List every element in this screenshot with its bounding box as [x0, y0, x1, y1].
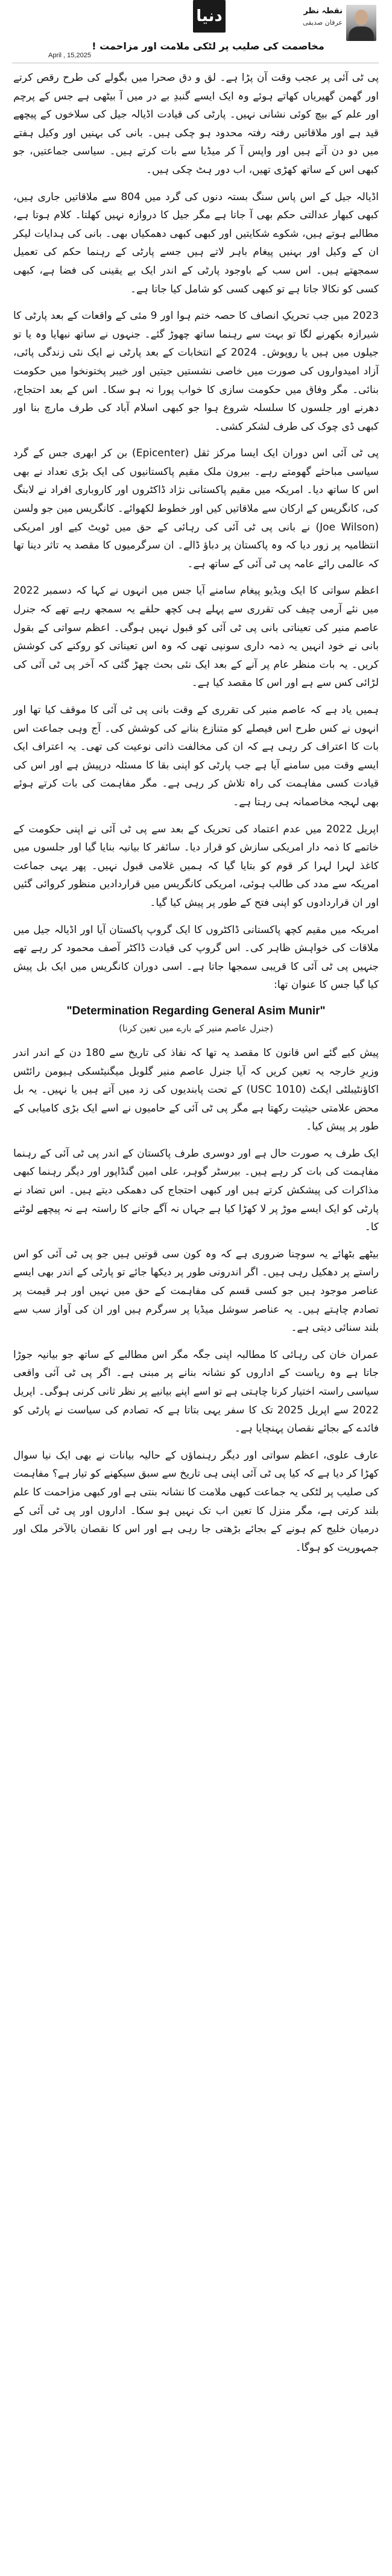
author-photo — [346, 5, 376, 41]
article-paragraph: ایک طرف یہ صورت حال ہے اور دوسری طرف پاکستان کے اندر پی ٹی آئی کے رہنما مفاہمت کی بات کر رہے ہیں۔ بیرسٹر گوہر، علی امین گنڈاپور اور دیگر رہنما کبھی مذاکرات کی پیشکش کرتے ہیں اور کبھی احتجاج کی دھمکی دیتے ہیں۔ اس تضاد نے پارٹی کو ایک ایسے موڑ پر لا کھڑا کیا ہے جہاں نہ آگے جانے کا راستہ ہے نہ پیچھے لوٹنے کا۔ — [13, 1147, 379, 1234]
article-paragraph: پی ٹی آئی پر عجب وقت آن پڑا ہے۔ لق و دق صحرا میں بگولے کی طرح رقص کرتے اور گھمن گھیریاں کھاتے ہوئے وہ ایک ایسے گنبدِ بے در میں آ بیٹھی ہے جس کے پرچم اور علم کے بیچ کوئی نشانی نہیں۔ پارٹی کی قیادت اڈیالہ جیل کی سلاخوں کے پیچھے قید ہے اور ملاقاتیں رفتہ رفتہ محدود ہو چکی ہیں۔ بانی کی بہنیں اور وکیل ہفتے میں دو دن آتے ہیں اور واپس آ کر میڈیا سے بات کرتے ہیں۔ سیاسی جماعتیں، جو کبھی اس کے ساتھ کھڑی تھیں، اب دور ہٹ چکی ہیں۔ — [13, 72, 379, 176]
author-name: نقطہ نظر — [303, 7, 343, 16]
article-paragraph: عمران خان کی رہائی کا مطالبہ اپنی جگہ مگر اس مطالبے کے ساتھ جو بیانیہ جوڑا جاتا ہے وہ ریاست کے اداروں کو نشانہ بنانے پر مبنی ہے۔ اگر پی ٹی آئی واقعی سیاسی راستہ اختیار کرنا چاہتی ہے تو اسے اپنے بیانیے پر نظر ثانی کرنی ہوگی۔ اپریل 2022 سے اپریل 2025 تک کا سفر یہی بتاتا ہے کہ تصادم کی سیاست نے پارٹی کو فائدے کے بجائے نقصان پہنچایا ہے۔ — [13, 1348, 379, 1435]
bill-title-english: "Determination Regarding General Asim Munir" — [66, 1004, 326, 1017]
author-photo-body — [349, 27, 374, 41]
article-paragraph: عارف علوی، اعظم سواتی اور دیگر رہنماؤں کے حالیہ بیانات نے بھی ایک نیا سوال کھڑا کر دیا ہے کہ کیا پی ٹی آئی اپنی ہی تاریخ سے سبق سیکھنے کو تیار ہے؟ مفاہمت کی صلیب پر لٹکی یہ جماعت کبھی ملامت کا نشانہ بنتی ہے اور کبھی مزاحمت کا علم بلند کرتی ہے، مگر منزل کا تعین اب تک نہیں ہو سکا۔ اداروں اور پی ٹی آئی کے درمیان خلیج کم ہونے کے بجائے بڑھتی جا رہی ہے اور اس کا نقصان بالآخر ملک اور جمہوریت کو ہوگا۔ — [13, 1449, 379, 1554]
article-paragraph: ہمیں یاد ہے کہ عاصم منیر کی تقرری کے وقت بانی پی ٹی آئی کا موقف کیا تھا اور انہوں نے کس طرح اس فیصلے کو متنازع بنانے کی کوشش کی۔ آج وہی جماعت اس بات کا اعتراف کر رہی ہے کہ ان کی مخالفت ذاتی نوعیت کی تھی۔ یہ اعتراف ایک ایسے وقت میں سامنے آیا ہے جب پارٹی کو اپنی بقا کا مسئلہ درپیش ہے اور اس کی قیادت کسی مفاہمت کی راہ تلاش کر رہی ہے۔ مگر مفاہمت کی بات کرتے ہوئے بھی لہجہ مخاصمانہ ہی رہتا ہے۔ — [13, 704, 379, 808]
article-paragraph: اعظم سواتی کا ایک ویڈیو پیغام سامنے آیا جس میں انہوں نے کہا کہ دسمبر 2022 میں نئے آرمی چیف کی تقرری سے پہلے ہی کچھ حلقے یہ سمجھ رہے تھے کہ جنرل عاصم منیر کی تعیناتی بانی پی ٹی آئی کو قبول نہیں ہوگی۔ اعظم سواتی کے بقول بانی نے خود انہیں یہ ذمہ داری سونپی تھی کہ وہ اس تعیناتی کو روکنے کی کوشش کریں۔ یہ بات منظر عام پر آنے کے بعد ایک نئی بحث چھڑ گئی کہ آخر پی ٹی آئی کی لڑائی کس سے ہے اور اس کا مقصد کیا ہے۔ — [13, 585, 379, 690]
publish-date: April , 15,2025 — [48, 52, 91, 59]
author-byline: عرفان صدیقی — [303, 19, 343, 27]
article-paragraph: پیش کیے گئے اس قانون کا مقصد یہ تھا کہ نفاذ کی تاریخ سے 180 دن کے اندر اندر وزیرِ خارجہ یہ تعین کریں کہ آیا جنرل عاصم منیر گلوبل میگنیٹسکی ہیومن رائٹس اکاؤنٹیبلٹی ایکٹ (USC 1010) کے تحت پابندیوں کی زد میں آتے ہیں یا نہیں۔ یہ بل محض علامتی حیثیت رکھتا ہے مگر پی ٹی آئی کے حامیوں نے اسے ایک بڑی کامیابی کے طور پر پیش کیا۔ — [13, 1046, 379, 1133]
article-paragraph: اپریل 2022 میں عدم اعتماد کی تحریک کے بعد سے پی ٹی آئی نے اپنی حکومت کے خاتمے کا ذمہ دار امریکی سازش کو قرار دیا۔ سائفر کا بیانیہ بنایا گیا اور جلسوں میں کاغذ لہرا لہرا کر قوم کو بتایا گیا کہ ہمیں غلامی قبول نہیں۔ پھر یہی جماعت امریکہ سے مدد کی طالب ہوئی، امریکی کانگریس میں قراردادیں منظور کروائی گئیں اور ان قراردادوں کو اپنی فتح کے طور پر پیش کیا گیا۔ — [13, 823, 379, 909]
article-paragraph: بیٹھے بٹھائے یہ سوچنا ضروری ہے کہ وہ کون سی قوتیں ہیں جو پی ٹی آئی کو اس راستے پر دھکیل رہی ہیں۔ اگر اندرونی طور پر دیکھا جائے تو پارٹی کے اندر بھی ایسے عناصر موجود ہیں جو کسی قسم کی مفاہمت کے حق میں نہیں اور ہر قیمت پر تصادم چاہتے ہیں۔ یہ عناصر سوشل میڈیا پر سرگرم ہیں اور ان کی آواز سب سے بلند سنائی دیتی ہے۔ — [13, 1248, 379, 1334]
article-paragraph: اڈیالہ جیل کے اس پاس سنگ بستہ دنوں کی گرد میں 804 سے ملاقاتیں جاری ہیں، کبھی کبھار عدالتی حکم بھی آ جاتا ہے مگر جیل کا دروازہ نہیں کھلتا۔ کلام ہوتا ہے، مطالبے ہوتے ہیں، شکوے شکایتیں اور کبھی کبھی دھمکیاں بھی۔ بانی کی ہدایات لیکر ان کے وکیل اور بہنیں پیغام باہر لاتے ہیں جسے پارٹی کے رہنما حکم کی تعمیل سمجھتے ہیں۔ اس سب کے باوجود پارٹی کے اندر ایک بے یقینی کی فضا ہے، کبھی کسی کو نکالا جاتا ہے تو کبھی کسی کو شامل کیا جاتا ہے۔ — [13, 190, 379, 295]
article-paragraph: 2023 میں جب تحریکِ انصاف کا حصہ ختم ہوا اور 9 مئی کے واقعات کے بعد پارٹی کا شیرازہ بکھرنے لگا تو بہت سے رہنما ساتھ چھوڑ گئے۔ جنہوں نے ساتھ نبھایا وہ یا تو جیلوں میں ہیں یا روپوش۔ 2024 کے انتخابات کے بعد پارٹی نے ایک نئی زندگی پائی، آزاد امیدواروں کی صورت میں خاصی نشستیں جیتیں اور خیبر پختونخوا میں حکومت بنائی۔ مگر وفاق میں حکومت سازی کا خواب پورا نہ ہو سکا۔ اس کے بعد احتجاج، دھرنے اور جلسوں کا سلسلہ شروع ہوا جو کبھی اسلام آباد کی طرف مارچ بنا اور کبھی ڈی چوک کی طرف لشکر کشی۔ — [13, 310, 379, 433]
article-headline: مخاصمت کی صلیب پر لٹکی ملامت اور مزاحمت ! — [92, 40, 324, 52]
newspaper-logo: دنیا — [193, 0, 226, 33]
article-paragraph: امریکہ میں مقیم کچھ پاکستانی ڈاکٹروں کا ایک گروپ پاکستان آیا اور اڈیالہ جیل میں ملاقات کی خواہش ظاہر کی۔ اس گروپ کی قیادت ڈاکٹر آصف محمود کر رہے تھے جنہیں پی ٹی آئی کا قریبی سمجھا جاتا ہے۔ اسی دوران کانگریس میں ایک بل پیش کیا گیا جس کا عنوان تھا: — [13, 923, 379, 991]
bill-title-urdu: (جنرل عاصم منیر کے بارے میں تعین کرنا) — [119, 1022, 273, 1034]
article-body — [13, 69, 379, 1565]
masthead — [12, 0, 379, 59]
article-paragraph: پی ٹی آئی اس دوران ایک ایسا مرکز ثقل (Epicenter) بن کر ابھری جس کے گرد سیاسی مباحثے گھومتے رہے۔ بیرون ملک مقیم پاکستانیوں کی ایک بڑی تعداد نے بھی اس کا ساتھ دیا۔ امریکہ میں مقیم پاکستانی نژاد ڈاکٹروں اور کاروباری افراد نے لابنگ کی، کانگریس کے ارکان سے ملاقاتیں کیں اور خطوط لکھوائے۔ کانگریس مین جو ولسن (Joe Wilson) نے بانی پی ٹی آئی کی رہائی کے حق میں ٹویٹ کیے اور امریکی انتظامیہ پر زور دیا کہ وہ پاکستان پر دباؤ ڈالے۔ ان سرگرمیوں کا مقصد یہ تاثر دینا تھا کہ عالمی رائے عامہ پی ٹی آئی کے ساتھ ہے۔ — [13, 447, 379, 570]
author-photo-head — [355, 10, 368, 25]
